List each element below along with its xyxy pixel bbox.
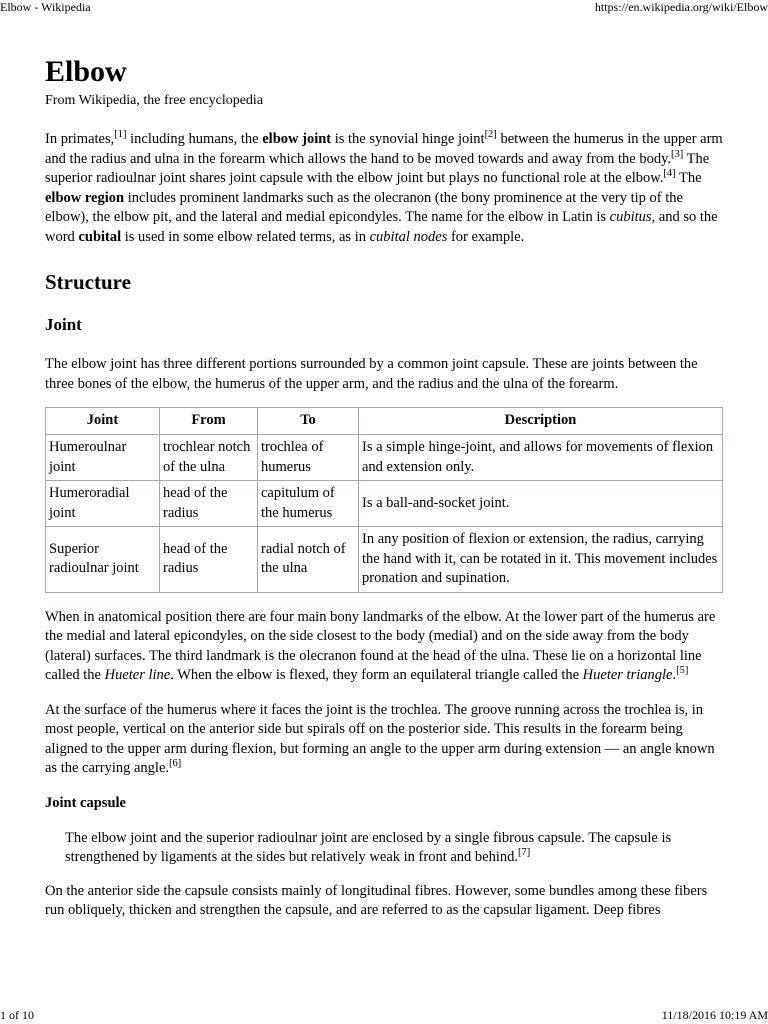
table-cell: In any position of flexion or extension, the radius, carrying the hand with it, can be rotated in it. This movement includes pronation and supination. bbox=[359, 527, 723, 593]
joint-table bbox=[45, 407, 723, 593]
article-content bbox=[45, 52, 723, 921]
table-cell: head of the radius bbox=[160, 527, 258, 593]
table-cell: Superior radioulnar joint bbox=[46, 527, 160, 593]
table-cell: Humeroulnar joint bbox=[46, 435, 160, 481]
italic-term: Hueter line bbox=[104, 667, 171, 683]
page-title: Elbow bbox=[45, 55, 127, 88]
subsection-heading-joint: Joint bbox=[45, 315, 82, 334]
citation-ref[interactable]: [1] bbox=[114, 129, 127, 141]
italic-term: cubitus bbox=[609, 209, 652, 225]
citation-ref[interactable]: [4] bbox=[663, 168, 676, 180]
trochlea-paragraph: At the surface of the humerus where it faces the joint is the trochlea. The groove running across the trochlea is, in most people, vertical on the anterior side but spirals off on the posterior side. This results in the forearm being aligned to the upper arm during flexion, but forming an angle to the upper arm during extension — an angle known as the carrying angle.[6] bbox=[45, 701, 715, 776]
bold-term: elbow joint bbox=[262, 131, 332, 147]
citation-ref[interactable]: [2] bbox=[484, 129, 497, 141]
table-cell: Humeroradial joint bbox=[46, 481, 160, 527]
print-datetime: 11/18/2016 10:19 AM bbox=[661, 1008, 768, 1022]
table-row bbox=[46, 435, 723, 481]
table-cell: trochlea of humerus bbox=[258, 435, 359, 481]
table-row bbox=[46, 481, 723, 527]
page-subtitle: From Wikipedia, the free encyclopedia bbox=[45, 93, 264, 108]
table-cell: capitulum of the humerus bbox=[258, 481, 359, 527]
subsection-heading-joint-capsule: Joint capsule bbox=[45, 794, 126, 811]
italic-term: Hueter triangle bbox=[582, 667, 673, 683]
page-number: 1 of 10 bbox=[0, 1008, 34, 1022]
table-cell: Is a ball-and-socket joint. bbox=[359, 481, 723, 527]
citation-ref[interactable]: [3] bbox=[671, 148, 684, 160]
table-cell: radial notch of the ulna bbox=[258, 527, 359, 593]
capsule-anterior-paragraph: On the anterior side the capsule consists mainly of longitudinal fibres. However, some bundles among these fibers run obliquely, thicken and strengthen the capsule, and are referred to as the capsular ligament. Deep fibres bbox=[45, 882, 708, 918]
print-header-title: Elbow - Wikipedia bbox=[0, 0, 91, 14]
bold-term: cubital bbox=[78, 228, 122, 245]
table-cell: trochlear notch of the ulna bbox=[160, 435, 258, 481]
table-header-row bbox=[46, 408, 723, 435]
citation-ref[interactable]: [7] bbox=[518, 847, 531, 859]
print-header-url[interactable]: https://en.wikipedia.org/wiki/Elbow bbox=[594, 0, 768, 14]
section-heading-structure: Structure bbox=[45, 270, 131, 294]
capsule-quote: The elbow joint and the superior radioulnar joint are enclosed by a single fibrous capsule. The capsule is strengthened by ligaments at the sides but relatively weak in front and behind.[7] bbox=[65, 829, 672, 865]
joint-intro-paragraph: The elbow joint has three different portions surrounded by a common joint capsule. These are joints between the three bones of the elbow, the humerus of the upper arm, and the radius and the ulna of the forearm. bbox=[45, 356, 698, 392]
table-header-cell: Joint bbox=[46, 408, 160, 435]
table-header-cell: Description bbox=[359, 408, 723, 435]
print-footer bbox=[0, 1008, 768, 1022]
table-cell: head of the radius bbox=[160, 481, 258, 527]
table-row bbox=[46, 527, 723, 593]
citation-ref[interactable]: [5] bbox=[676, 665, 689, 677]
intro-paragraph: In primates,[1] including humans, the elbow joint is the synovial hinge joint[2] between the humerus in the upper arm and the radius and ulna in the forearm which allows the hand to be moved towards and away from the body.[3] The superior radioulnar joint shares joint capsule with the elbow joint but plays no functional role at the elbow.[4] The elbow region includes prominent landmarks such as the olecranon (the bony prominence at the very tip of the elbow), the elbow pit, and the lateral and medial epicondyles. The name for the elbow in Latin is cubitus, and so the word cubital is used in some elbow related terms, as in cubital nodes for example. bbox=[45, 129, 723, 245]
italic-term: cubital nodes bbox=[369, 228, 448, 245]
print-header bbox=[0, 0, 768, 14]
bold-term: elbow region bbox=[45, 189, 125, 206]
table-header-cell: To bbox=[258, 408, 359, 435]
landmarks-paragraph: When in anatomical position there are four main bony landmarks of the elbow. At the lower part of the humerus are the medial and lateral epicondyles, on the side closest to the body (medial) and on the side away from the body (lateral) surfaces. The third landmark is the olecranon found at the head of the ulna. These lie on a horizontal line called the Hueter line. When the elbow is flexed, they form an equilateral triangle called the Hueter triangle.[5] bbox=[45, 608, 716, 683]
citation-ref[interactable]: [6] bbox=[169, 758, 182, 770]
table-cell: Is a simple hinge-joint, and allows for movements of flexion and extension only. bbox=[359, 435, 723, 481]
table-header-cell: From bbox=[160, 408, 258, 435]
